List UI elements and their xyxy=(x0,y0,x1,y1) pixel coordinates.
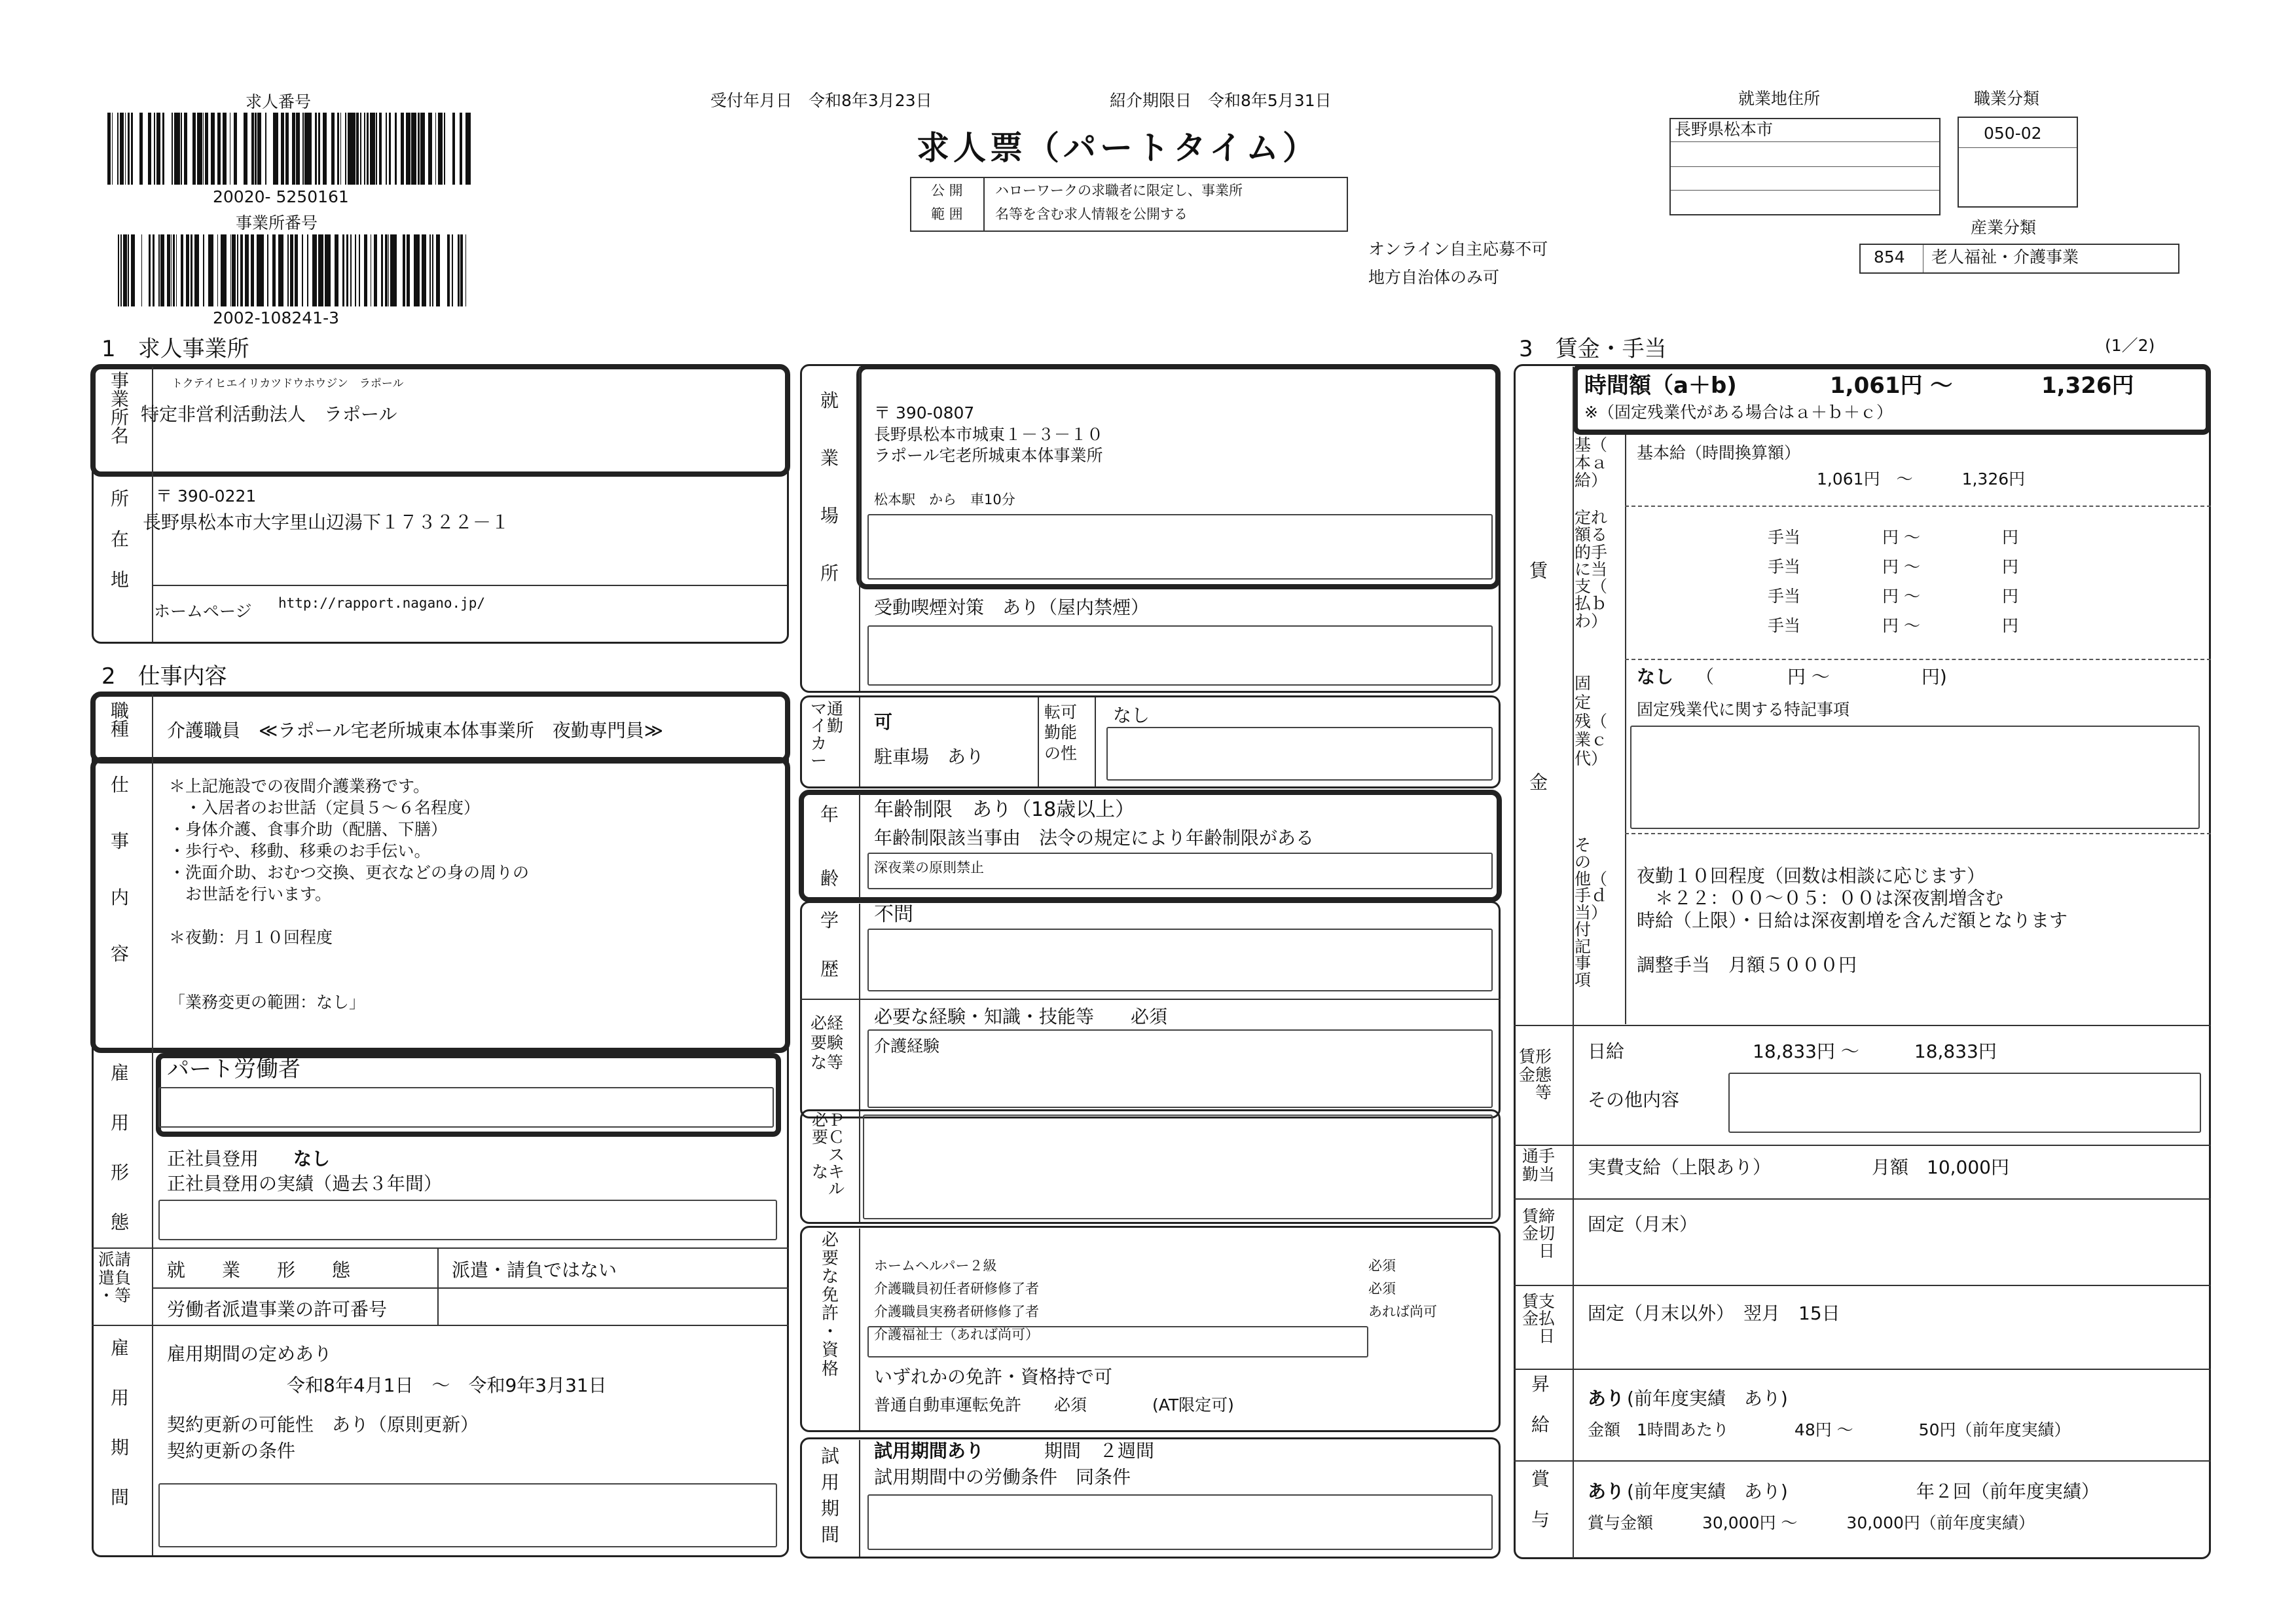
kotei-1b: （ 円 ～ 円) xyxy=(1696,666,1947,688)
barcode-bar xyxy=(411,113,412,185)
barcode-bar xyxy=(321,234,323,306)
barcode-bar xyxy=(191,234,192,306)
shiyo-label: 試 用 期 間 xyxy=(820,1445,839,1545)
barcode-bar xyxy=(409,234,410,306)
tenkin-label: 転可 勤能 の性 xyxy=(1044,703,1078,763)
shimebi-label: 賃締 金切 日 xyxy=(1522,1207,1556,1261)
barcode-bar xyxy=(176,234,177,306)
barcode-bar xyxy=(350,234,352,306)
barcode-bar xyxy=(181,113,182,185)
barcode-bar xyxy=(423,113,425,185)
barcode-bar xyxy=(318,113,320,185)
barcode-bar xyxy=(403,234,405,306)
text-line: ＊２２：００～０５：００は深夜割増含む xyxy=(1637,887,2004,909)
barcode-bar xyxy=(345,113,346,185)
barcode-bar xyxy=(331,113,335,185)
barcode-bar xyxy=(360,113,361,185)
barcode-bar xyxy=(158,234,160,306)
jikyu-min: 1,061円 ～ xyxy=(1830,373,1953,399)
barcode-bar xyxy=(465,234,466,306)
jigyosho-barcode xyxy=(118,234,475,306)
barcode-bar xyxy=(292,113,295,185)
uketsuke-date: 受付年月日 令和8年3月23日 xyxy=(710,91,932,110)
barcode-bar xyxy=(210,234,213,306)
barcode-bar xyxy=(340,113,341,185)
barcode-bar xyxy=(167,234,170,306)
basho-access: 松本駅 から 車10分 xyxy=(874,492,1015,507)
barcode-bar xyxy=(403,113,404,185)
barcode-bar xyxy=(237,234,238,306)
text-line: お世話を行います。 xyxy=(169,885,332,904)
barcode-bar xyxy=(432,234,433,306)
barcode-bar xyxy=(245,234,249,306)
basho-addr1: 長野県松本市城東１－３－１０ xyxy=(874,425,1104,444)
barcode-bar xyxy=(274,113,278,185)
barcode-bar xyxy=(117,113,118,185)
barcode-bar xyxy=(335,234,338,306)
sangyo-label: 産業分類 xyxy=(1971,218,2037,237)
barcode-bar xyxy=(196,234,199,306)
barcode-bar xyxy=(131,234,135,306)
barcode-bar xyxy=(192,113,196,185)
barcode-bar xyxy=(120,113,124,185)
barcode-bar xyxy=(141,234,142,306)
kikan-4: 契約更新の条件 xyxy=(167,1440,296,1462)
kihon-label: 基（ 本ａ 給） xyxy=(1575,435,1608,490)
shokushu-value: 介護職員 ≪ラポール宅老所城東本体事業所 夜勤専門員≫ xyxy=(167,720,664,741)
shokugyo-box xyxy=(1958,117,2078,208)
barcode-bar xyxy=(307,234,308,306)
barcode-bar xyxy=(428,113,432,185)
shoyo-1b: (前年度実績 あり) 年２回（前年度実績） xyxy=(1627,1481,2100,1502)
barcode-bar xyxy=(281,234,283,306)
page-number: (1／2) xyxy=(2105,336,2155,355)
nenrei-label: 年 齢 xyxy=(820,803,839,889)
koyo-keitai-label: 雇 用 形 態 xyxy=(110,1062,129,1233)
barcode-bar xyxy=(444,113,445,185)
shokyu-label: 昇 給 xyxy=(1531,1373,1550,1435)
shiharai-label: 賃支 金払 日 xyxy=(1522,1292,1556,1346)
barcode-bar xyxy=(308,113,312,185)
barcode-bar xyxy=(198,113,202,185)
jigyosho-name-label: 事 業 所 名 xyxy=(110,370,129,447)
barcode-bar xyxy=(128,113,130,185)
jikyu-max: 1,326円 xyxy=(2041,373,2134,399)
mycar-value: 可 xyxy=(874,711,893,733)
barcode-bar xyxy=(156,113,160,185)
basho-zip: 〒 390-0807 xyxy=(874,403,975,422)
shiharai-value: 固定（月末以外） 翌月 15日 xyxy=(1588,1302,1840,1324)
menkyo-name: ホームヘルパー２級 xyxy=(874,1258,997,1274)
shoyo-label: 賞 与 xyxy=(1531,1468,1550,1530)
barcode-bar xyxy=(139,113,143,185)
menkyo-any: いずれかの免許・資格持で可 xyxy=(874,1366,1113,1388)
tsukin-value: 実費支給（上限あり） 月額 10,000円 xyxy=(1588,1156,2009,1178)
barcode-bar xyxy=(226,113,227,185)
menkyo-name: 介護福祉士（あれば尚可） xyxy=(874,1327,1039,1342)
barcode-bar xyxy=(203,234,204,306)
text-line: ・洗面介助、おむつ交換、更衣などの身の周りの xyxy=(169,863,530,882)
keiken-2: 介護経験 xyxy=(874,1037,940,1056)
barcode-bar xyxy=(429,234,431,306)
menkyo-name: 介護職員実務者研修修了者 xyxy=(874,1304,1039,1320)
barcode-bar xyxy=(418,234,420,306)
shugyo-keitai-value: 派遣・請負ではない xyxy=(452,1259,617,1281)
barcode-bar xyxy=(163,113,164,185)
barcode-bar xyxy=(352,113,355,185)
menkyo-requirement: 必須 xyxy=(1368,1258,1396,1274)
barcode-bar xyxy=(390,234,393,306)
kokai-text-1: ハローワークの求職者に限定し、事業所 xyxy=(995,183,1243,198)
barcode-bar xyxy=(342,234,344,306)
seishain-jisseki: 正社員登用の実績（過去３年間） xyxy=(167,1173,443,1194)
barcode-bar xyxy=(184,113,187,185)
barcode-bar xyxy=(460,234,463,306)
kokai-box: 公 開 範 囲 ハローワークの求職者に限定し、事業所 名等を含む求人情報を公開する xyxy=(910,177,1348,232)
kyujin-bango: 20020- 5250161 xyxy=(213,187,349,206)
seishain-label: 正社員登用 xyxy=(167,1148,259,1170)
barcode-bar xyxy=(186,234,189,306)
kyujin-bango-label: 求人番号 xyxy=(246,92,312,111)
barcode-bar xyxy=(107,113,111,185)
sangyo-code: 854 xyxy=(1874,248,1905,267)
barcode-bar xyxy=(285,113,289,185)
jikyu-note: ※（固定残業代がある場合はａ＋ｂ＋ｃ） xyxy=(1584,403,1893,422)
barcode-bar xyxy=(272,234,276,306)
text-line: 手当 円 ～ 円 xyxy=(1768,616,2018,635)
barcode-bar xyxy=(131,113,133,185)
barcode-bar xyxy=(177,113,180,185)
menkyo-label: 必 要 な 免 許 ・ 資 格 xyxy=(821,1230,839,1379)
barcode-bar xyxy=(315,113,317,185)
text-line: ＊夜勤：月１０回程度 xyxy=(169,928,333,947)
jigyosho-address: 長野県松本市大字里山辺湯下１７３２２－１ xyxy=(143,511,510,533)
barcode-bar xyxy=(439,113,441,185)
chiho-jichitai: 地方自治体のみ可 xyxy=(1368,268,1500,287)
barcode-bar xyxy=(149,234,151,306)
barcode-bar xyxy=(230,234,231,306)
text-line: 手当 円 ～ 円 xyxy=(1768,557,2018,576)
barcode-bar xyxy=(371,113,375,185)
barcode-bar xyxy=(407,234,408,306)
kikan-2: 令和8年4月1日 ～ 令和9年3月31日 xyxy=(287,1375,607,1396)
barcode-bar xyxy=(154,113,155,185)
barcode-bar xyxy=(265,113,266,185)
barcode-bar xyxy=(208,234,210,306)
barcode-bar xyxy=(452,234,453,306)
shiyo-1: 試用期間あり xyxy=(874,1440,985,1462)
barcode-bar xyxy=(217,113,221,185)
barcode-bar xyxy=(302,113,304,185)
barcode-bar xyxy=(337,113,339,185)
kokai-text-2: 名等を含む求人情報を公開する xyxy=(995,206,1188,222)
barcode-bar xyxy=(469,113,471,185)
sangyo-name: 老人福祉・介護事業 xyxy=(1931,248,2079,267)
barcode-bar xyxy=(323,113,327,185)
barcode-bar xyxy=(123,234,127,306)
barcode-bar xyxy=(173,234,175,306)
barcode-bar xyxy=(388,234,389,306)
barcode-bar xyxy=(441,113,443,185)
barcode-bar xyxy=(181,234,183,306)
nenrei-1: 年齢制限 あり（18歳以上） xyxy=(874,798,1135,821)
jikyu-label: 時間額（a＋b) xyxy=(1584,373,1737,399)
shugyo-chi-value: 長野県松本市 xyxy=(1675,120,1774,139)
barcode-bar xyxy=(409,113,410,185)
homepage-label: ホームページ xyxy=(154,602,252,621)
tenkin-value: なし xyxy=(1113,705,1150,726)
barcode-bar xyxy=(148,113,151,185)
barcode-bar xyxy=(217,234,218,306)
barcode-bar xyxy=(125,113,126,185)
barcode-bar xyxy=(290,234,293,306)
barcode-bar xyxy=(386,234,388,306)
pc-skill-label: 必Ｐ 要Ｃ ス なキ ル xyxy=(812,1111,845,1198)
jigyosho-addr-label: 所 在 地 xyxy=(110,488,129,591)
kikan-1: 雇用期間の定めあり xyxy=(167,1343,333,1365)
section-1-heading: 1 求人事業所 xyxy=(101,336,249,362)
kotei-1: なし xyxy=(1637,666,1674,688)
text-line: 「業務変更の範囲：なし」 xyxy=(169,993,366,1012)
barcode-bar xyxy=(465,113,469,185)
barcode-bar xyxy=(255,113,257,185)
shugyo-basho-label: 就 業 場 所 xyxy=(820,390,839,584)
barcode-bar xyxy=(460,113,462,185)
nenrei-2: 年齢制限該当事由 法令の規定により年齢制限がある xyxy=(874,827,1315,849)
barcode-bar xyxy=(163,234,164,306)
nikkyu: 日給 18,833円 ～ 18,833円 xyxy=(1588,1041,1997,1062)
basho-addr2: ラポール宅老所城東本体事業所 xyxy=(874,446,1103,465)
barcode-bar xyxy=(171,234,172,306)
sonota-label: そ の 他（ 手ｄ 当） 付 記 事 項 xyxy=(1575,836,1608,989)
barcode-bar xyxy=(458,234,460,306)
barcode-bar xyxy=(194,234,196,306)
barcode-bar xyxy=(393,234,397,306)
section-2-heading: 2 仕事内容 xyxy=(101,663,227,690)
kyujin-barcode xyxy=(105,113,478,185)
keiken-label: 必経 要験 な等 xyxy=(811,1014,844,1072)
barcode-bar xyxy=(258,234,262,306)
barcode-bar xyxy=(355,234,356,306)
barcode-bar xyxy=(267,234,268,306)
barcode-bar xyxy=(296,113,300,185)
barcode-bar xyxy=(454,113,455,185)
kihon-range: 1,061円 ～ 1,326円 xyxy=(1817,470,2026,489)
barcode-bar xyxy=(367,113,369,185)
barcode-bar xyxy=(348,113,352,185)
barcode-bar xyxy=(376,113,377,185)
text-line: ・身体介護、食事介助（配膳、下膳） xyxy=(169,820,448,839)
barcode-bar xyxy=(422,234,425,306)
keitai-sonota: その他内容 xyxy=(1588,1089,1680,1111)
text-line: 時給（上限）・日給は深夜割増を含んだ額となります xyxy=(1637,910,2068,931)
shiyo-1b: 期間 ２週間 xyxy=(1044,1440,1155,1462)
section-3-heading: 3 賃金・手当 xyxy=(1519,336,1667,362)
barcode-bar xyxy=(385,234,386,306)
koyo-keitai: パート労働者 xyxy=(167,1056,301,1082)
page-title: 求人票（パートタイム） xyxy=(917,129,1319,167)
unten-menkyo: 普通自動車運転免許 必須 (AT限定可) xyxy=(874,1395,1234,1414)
shokyu-1: あり xyxy=(1588,1388,1625,1409)
haken-kyoka-label: 労働者派遣事業の許可番号 xyxy=(167,1299,388,1320)
barcode-bar xyxy=(412,113,416,185)
barcode-bar xyxy=(375,234,377,306)
barcode-bar xyxy=(346,234,348,306)
barcode-bar xyxy=(223,234,227,306)
seishain-value: なし xyxy=(293,1148,331,1170)
kihon-title: 基本給（時間換算額） xyxy=(1637,443,1801,462)
shimebi-value: 固定（月末） xyxy=(1588,1213,1698,1235)
keiken-1: 必要な経験・知識・技能等 必須 xyxy=(874,1006,1168,1027)
shugyo-keitai-label: 就 業 形 態 xyxy=(167,1259,351,1281)
barcode-bar xyxy=(447,234,450,306)
barcode-bar xyxy=(283,113,284,185)
text-line: 調整手当 月額５０００円 xyxy=(1637,954,1857,976)
shokugyo-value: 050-02 xyxy=(1984,124,2042,143)
shokyu-2: 金額 1時間あたり 48円 ～ 50円（前年度実績） xyxy=(1588,1420,2071,1439)
barcode-bar xyxy=(262,234,264,306)
jigyosho-kana: トクテイヒエイリカツドウホウジン ラポール xyxy=(172,377,404,390)
barcode-bar xyxy=(379,113,382,185)
keitai-label: 賃形 金態 等 xyxy=(1519,1047,1552,1102)
jigyosho-bango-label: 事業所番号 xyxy=(236,213,318,232)
barcode-bar xyxy=(356,113,359,185)
barcode-bar xyxy=(203,113,204,185)
haken-label: 派請 遣負 ・等 xyxy=(98,1250,132,1305)
parking-value: 駐車場 あり xyxy=(874,746,985,767)
menkyo-requirement: あれば尚可 xyxy=(1368,1304,1437,1320)
shoyo-1: あり xyxy=(1588,1481,1625,1502)
text-line: ＊上記施設での夜間介護業務です。 xyxy=(169,777,430,796)
menkyo-requirement: 必須 xyxy=(1368,1281,1396,1297)
barcode-bar xyxy=(329,234,331,306)
barcode-bar xyxy=(251,234,254,306)
barcode-bar xyxy=(364,113,365,185)
barcode-bar xyxy=(435,113,436,185)
shokushu-label: 職 種 xyxy=(110,700,129,740)
barcode-bar xyxy=(389,113,391,185)
barcode-bar xyxy=(364,234,367,306)
gakureki-value: 不問 xyxy=(874,903,913,926)
teate-label: 定れ 額る 的手 に当 支（ 払ｂ わ） xyxy=(1575,508,1608,631)
menkyo-name: 介護職員初任者研修修了者 xyxy=(874,1281,1039,1297)
text-line: 夜勤１０回程度（回数は相談に応じます） xyxy=(1637,865,1986,887)
barcode-bar xyxy=(395,113,397,185)
barcode-bar xyxy=(370,113,371,185)
homepage-link[interactable]: http://rapport.nagano.jp/ xyxy=(278,595,486,611)
text-line: 手当 円 ～ 円 xyxy=(1768,587,2018,606)
shokai-kigen: 紹介期限日 令和8年5月31日 xyxy=(1110,91,1332,110)
text-line: ・入居者のお世話（定員５～６名程度） xyxy=(169,798,481,817)
barcode-bar xyxy=(295,234,298,306)
shokyu-1b: (前年度実績 あり) xyxy=(1627,1388,1788,1409)
barcode-bar xyxy=(386,113,387,185)
shiyo-2: 試用期間中の労働条件 同条件 xyxy=(874,1466,1131,1488)
barcode-bar xyxy=(211,113,215,185)
barcode-bar xyxy=(240,234,243,306)
shokugyo-label: 職業分類 xyxy=(1974,89,2040,108)
mycar-label: マ通 イ勤 カ ー xyxy=(811,699,844,770)
barcode-bar xyxy=(246,113,247,185)
jigyosho-bango: 2002-108241-3 xyxy=(213,308,340,327)
barcode-bar xyxy=(302,234,303,306)
barcode-bar xyxy=(172,113,173,185)
shoyo-2: 賞与金額 30,000円 ～ 30,000円（前年度実績） xyxy=(1588,1513,2035,1532)
kotei-2: 固定残業代に関する特記事項 xyxy=(1637,700,1850,719)
barcode-bar xyxy=(359,234,360,306)
online-oubo: オンライン自主応募不可 xyxy=(1368,240,1548,259)
sangyo-box xyxy=(1859,244,2179,274)
gakureki-label: 学 歴 xyxy=(820,910,839,980)
kotei-label: 固 定 残（ 業ｃ 代） xyxy=(1575,674,1608,768)
barcode-bar xyxy=(120,234,122,306)
naiyo-label: 仕 事 内 容 xyxy=(110,774,129,965)
text-line: ・歩行や、移動、移乗のお手伝い。 xyxy=(169,841,431,860)
koyo-kikan-label: 雇 用 期 間 xyxy=(110,1337,129,1508)
barcode-bar xyxy=(425,234,426,306)
barcode-bar xyxy=(128,234,129,306)
barcode-bar xyxy=(287,234,289,306)
shugyo-chi-label: 就業地住所 xyxy=(1738,89,1821,108)
shugyo-chi-box xyxy=(1669,118,1941,215)
barcode-bar xyxy=(273,113,274,185)
text-line: 手当 円 ～ 円 xyxy=(1768,528,2018,547)
barcode-bar xyxy=(406,113,407,185)
barcode-bar xyxy=(436,234,440,306)
barcode-bar xyxy=(234,113,237,185)
jigyosho-zip: 〒 390-0221 xyxy=(156,487,257,506)
tsukin-label: 通手 勤当 xyxy=(1522,1147,1556,1184)
barcode-bar xyxy=(118,234,119,306)
barcode-bar xyxy=(205,113,208,185)
jigyosho-name: 特定非営利活動法人 ラポール xyxy=(141,403,397,425)
chingin-label: 賃 金 xyxy=(1529,560,1548,793)
barcode-bar xyxy=(251,113,254,185)
kitsuen-taisaku: 受動喫煙対策 あり（屋内禁煙） xyxy=(874,597,1150,618)
kikan-3: 契約更新の可能性 あり（原則更新） xyxy=(167,1414,479,1435)
barcode-bar xyxy=(232,234,236,306)
barcode-bar xyxy=(418,113,420,185)
barcode-bar xyxy=(153,234,155,306)
nenrei-3: 深夜業の原則禁止 xyxy=(874,860,984,876)
barcode-bar xyxy=(112,113,113,185)
barcode-bar xyxy=(257,113,261,185)
barcode-bar xyxy=(381,234,383,306)
